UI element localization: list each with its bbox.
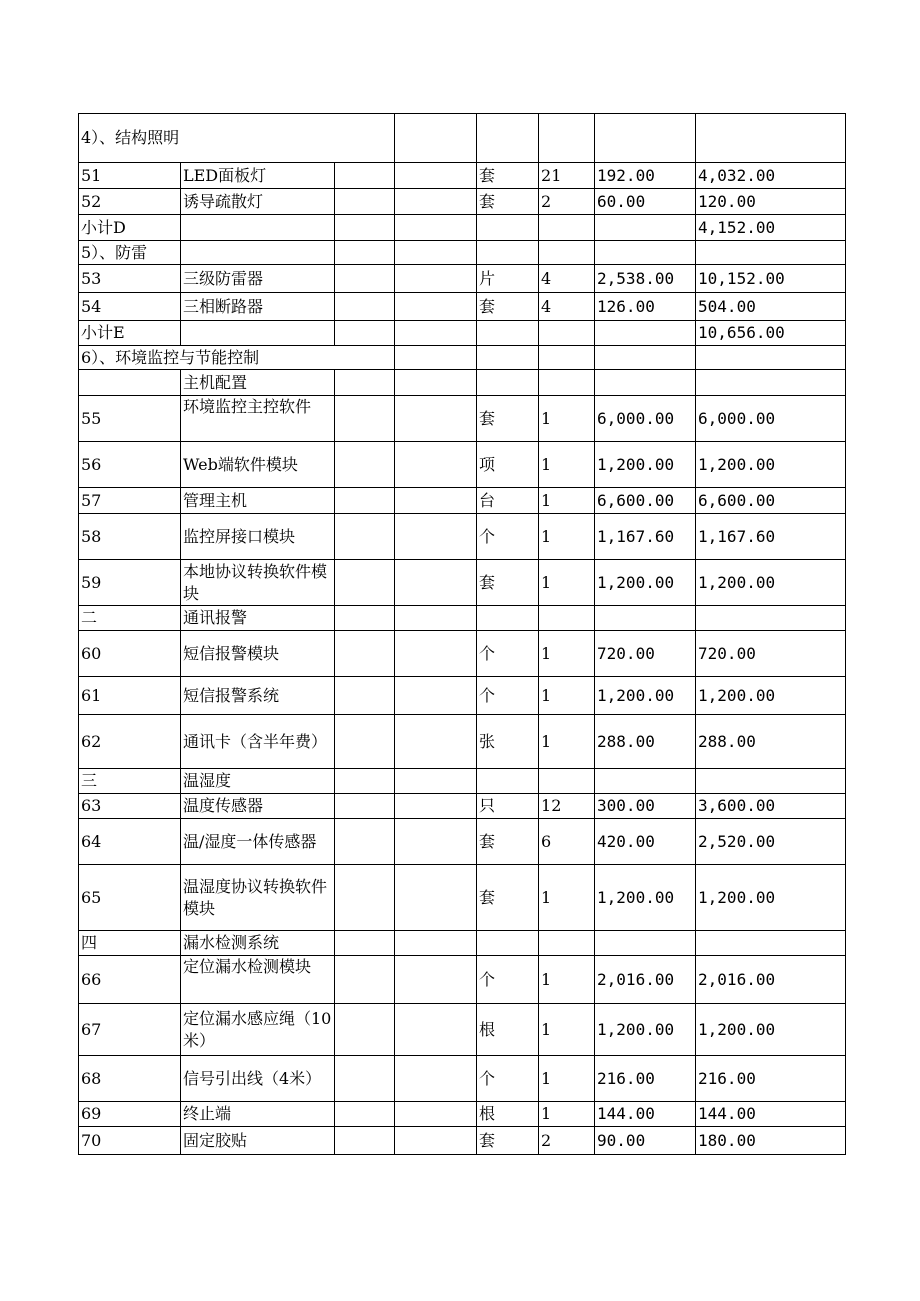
table-row — [79, 442, 846, 488]
item-unit-price: 1,200.00 — [595, 865, 696, 931]
item-quantity: 12 — [539, 794, 595, 819]
item-unit: 项 — [477, 442, 539, 488]
item-unit — [477, 321, 539, 346]
empty-cell — [395, 265, 477, 293]
item-name: 短信报警模块 — [181, 631, 335, 677]
empty-cell — [335, 1102, 395, 1127]
item-unit-price: 60.00 — [595, 189, 696, 215]
item-name: 终止端 — [181, 1102, 335, 1127]
table-row — [79, 396, 846, 442]
item-total: 180.00 — [696, 1127, 846, 1155]
item-total: 1,200.00 — [696, 442, 846, 488]
item-number: 53 — [79, 265, 181, 293]
item-unit: 个 — [477, 1056, 539, 1102]
item-total — [696, 769, 846, 794]
item-unit: 张 — [477, 715, 539, 769]
table-row — [79, 265, 846, 293]
item-name: 通讯报警 — [181, 606, 335, 631]
item-name: 固定胶贴 — [181, 1127, 335, 1155]
item-unit-price — [595, 321, 696, 346]
table-row — [79, 1102, 846, 1127]
item-quantity — [539, 215, 595, 241]
empty-cell — [335, 163, 395, 189]
item-unit-price: 126.00 — [595, 293, 696, 321]
empty-cell — [395, 956, 477, 1004]
item-unit: 套 — [477, 396, 539, 442]
item-number: 64 — [79, 819, 181, 865]
item-unit: 套 — [477, 1127, 539, 1155]
table-row — [79, 956, 846, 1004]
empty-cell — [335, 514, 395, 560]
empty-cell — [539, 241, 595, 265]
item-total: 216.00 — [696, 1056, 846, 1102]
item-name: 定位漏水感应绳（10米） — [181, 1004, 335, 1056]
item-unit-price: 2,016.00 — [595, 956, 696, 1004]
empty-cell — [395, 769, 477, 794]
item-name: 温/湿度一体传感器 — [181, 819, 335, 865]
empty-cell — [335, 189, 395, 215]
table-row — [79, 794, 846, 819]
item-unit: 套 — [477, 293, 539, 321]
table-row — [79, 931, 846, 956]
empty-cell — [335, 769, 395, 794]
empty-cell — [395, 396, 477, 442]
item-quantity: 1 — [539, 396, 595, 442]
empty-cell — [395, 819, 477, 865]
empty-cell — [395, 293, 477, 321]
item-quantity: 2 — [539, 189, 595, 215]
table-row — [79, 370, 846, 396]
item-unit: 个 — [477, 956, 539, 1004]
table-row — [79, 488, 846, 514]
item-quantity: 6 — [539, 819, 595, 865]
item-total: 6,600.00 — [696, 488, 846, 514]
empty-cell — [696, 114, 846, 163]
item-name: 定位漏水检测模块 — [181, 956, 335, 1004]
empty-cell — [395, 606, 477, 631]
empty-cell — [335, 865, 395, 931]
empty-cell — [477, 114, 539, 163]
empty-cell — [395, 215, 477, 241]
empty-cell — [395, 1102, 477, 1127]
item-number: 52 — [79, 189, 181, 215]
table-row — [79, 631, 846, 677]
item-total: 2,520.00 — [696, 819, 846, 865]
item-number: 二 — [79, 606, 181, 631]
item-total: 4,032.00 — [696, 163, 846, 189]
table-row — [79, 560, 846, 606]
item-unit: 台 — [477, 488, 539, 514]
empty-cell — [335, 241, 395, 265]
item-name: 诱导疏散灯 — [181, 189, 335, 215]
item-total: 2,016.00 — [696, 956, 846, 1004]
empty-cell — [477, 241, 539, 265]
item-unit-price — [595, 370, 696, 396]
item-unit-price: 216.00 — [595, 1056, 696, 1102]
empty-cell — [395, 715, 477, 769]
item-number: 67 — [79, 1004, 181, 1056]
empty-cell — [395, 189, 477, 215]
item-unit — [477, 215, 539, 241]
item-total: 10,656.00 — [696, 321, 846, 346]
item-quantity — [539, 931, 595, 956]
item-total: 1,200.00 — [696, 560, 846, 606]
empty-cell — [335, 321, 395, 346]
item-unit: 个 — [477, 631, 539, 677]
empty-cell — [395, 114, 477, 163]
item-unit: 根 — [477, 1102, 539, 1127]
empty-cell — [335, 1127, 395, 1155]
item-unit-price: 1,167.60 — [595, 514, 696, 560]
table-row — [79, 163, 846, 189]
item-number: 62 — [79, 715, 181, 769]
section-heading: 6）、环境监控与节能控制 — [79, 346, 395, 370]
empty-cell — [335, 1056, 395, 1102]
empty-cell — [395, 488, 477, 514]
item-unit-price: 1,200.00 — [595, 677, 696, 715]
item-unit: 个 — [477, 677, 539, 715]
item-total: 1,200.00 — [696, 677, 846, 715]
item-unit: 片 — [477, 265, 539, 293]
empty-cell — [395, 370, 477, 396]
empty-cell — [335, 794, 395, 819]
subtotal-label: 小计E — [79, 321, 181, 346]
item-total: 288.00 — [696, 715, 846, 769]
empty-cell — [335, 293, 395, 321]
empty-cell — [335, 370, 395, 396]
item-unit: 套 — [477, 865, 539, 931]
empty-cell — [335, 631, 395, 677]
item-name: 本地协议转换软件模块 — [181, 560, 335, 606]
empty-cell — [595, 114, 696, 163]
item-name: 温度传感器 — [181, 794, 335, 819]
item-unit — [477, 931, 539, 956]
item-name: 温湿度 — [181, 769, 335, 794]
empty-cell — [335, 606, 395, 631]
item-unit: 套 — [477, 560, 539, 606]
item-quantity: 1 — [539, 1004, 595, 1056]
item-unit — [477, 769, 539, 794]
empty-cell — [539, 114, 595, 163]
item-unit — [477, 606, 539, 631]
item-total: 1,200.00 — [696, 865, 846, 931]
item-name: 监控屏接口模块 — [181, 514, 335, 560]
item-quantity: 1 — [539, 631, 595, 677]
item-number: 69 — [79, 1102, 181, 1127]
empty-cell — [335, 956, 395, 1004]
item-number: 59 — [79, 560, 181, 606]
item-name: 主机配置 — [181, 370, 335, 396]
item-total — [696, 370, 846, 396]
empty-cell — [595, 241, 696, 265]
item-unit: 个 — [477, 514, 539, 560]
item-number: 四 — [79, 931, 181, 956]
item-number: 51 — [79, 163, 181, 189]
empty-cell — [696, 346, 846, 370]
item-name: 三相断路器 — [181, 293, 335, 321]
item-number: 65 — [79, 865, 181, 931]
item-name — [181, 215, 335, 241]
table-row — [79, 293, 846, 321]
item-total: 1,200.00 — [696, 1004, 846, 1056]
table-row — [79, 215, 846, 241]
empty-cell — [335, 819, 395, 865]
item-name: 环境监控主控软件 — [181, 396, 335, 442]
item-unit-price: 300.00 — [595, 794, 696, 819]
item-total: 720.00 — [696, 631, 846, 677]
item-name: Web端软件模块 — [181, 442, 335, 488]
item-quantity: 1 — [539, 488, 595, 514]
empty-cell — [181, 241, 335, 265]
empty-cell — [335, 560, 395, 606]
item-total: 6,000.00 — [696, 396, 846, 442]
item-quantity — [539, 370, 595, 396]
empty-cell — [395, 321, 477, 346]
empty-cell — [395, 865, 477, 931]
item-unit-price — [595, 769, 696, 794]
table-body — [79, 114, 846, 1155]
table-row — [79, 321, 846, 346]
table-row — [79, 1004, 846, 1056]
item-unit-price: 90.00 — [595, 1127, 696, 1155]
item-total: 3,600.00 — [696, 794, 846, 819]
item-total — [696, 931, 846, 956]
table-row — [79, 1056, 846, 1102]
item-number: 三 — [79, 769, 181, 794]
empty-cell — [335, 715, 395, 769]
item-unit-price — [595, 215, 696, 241]
item-number: 58 — [79, 514, 181, 560]
item-quantity: 1 — [539, 1102, 595, 1127]
item-unit-price: 6,600.00 — [595, 488, 696, 514]
empty-cell — [395, 631, 477, 677]
empty-cell — [395, 241, 477, 265]
item-name: 温湿度协议转换软件模块 — [181, 865, 335, 931]
empty-cell — [395, 794, 477, 819]
item-name: LED面板灯 — [181, 163, 335, 189]
item-quantity: 1 — [539, 514, 595, 560]
item-unit-price: 144.00 — [595, 1102, 696, 1127]
item-unit-price: 288.00 — [595, 715, 696, 769]
item-name — [181, 321, 335, 346]
table-row — [79, 715, 846, 769]
empty-cell — [335, 396, 395, 442]
empty-cell — [395, 346, 477, 370]
item-unit-price — [595, 606, 696, 631]
item-unit: 套 — [477, 163, 539, 189]
section-heading: 4）、结构照明 — [79, 114, 395, 163]
item-unit: 只 — [477, 794, 539, 819]
item-total: 10,152.00 — [696, 265, 846, 293]
item-total: 4,152.00 — [696, 215, 846, 241]
empty-cell — [335, 931, 395, 956]
item-total: 1,167.60 — [696, 514, 846, 560]
item-name: 信号引出线（4米） — [181, 1056, 335, 1102]
item-number: 70 — [79, 1127, 181, 1155]
empty-cell — [335, 215, 395, 241]
empty-cell — [335, 442, 395, 488]
item-quantity — [539, 606, 595, 631]
empty-cell — [395, 560, 477, 606]
empty-cell — [335, 677, 395, 715]
empty-cell — [395, 1004, 477, 1056]
item-quantity — [539, 769, 595, 794]
item-number: 56 — [79, 442, 181, 488]
item-quantity: 2 — [539, 1127, 595, 1155]
item-quantity: 1 — [539, 715, 595, 769]
empty-cell — [696, 241, 846, 265]
empty-cell — [539, 346, 595, 370]
empty-cell — [477, 346, 539, 370]
item-quantity: 1 — [539, 956, 595, 1004]
item-unit-price: 192.00 — [595, 163, 696, 189]
item-quantity: 4 — [539, 265, 595, 293]
item-name: 管理主机 — [181, 488, 335, 514]
item-number: 60 — [79, 631, 181, 677]
item-number: 55 — [79, 396, 181, 442]
empty-cell — [595, 346, 696, 370]
item-quantity: 1 — [539, 1056, 595, 1102]
empty-cell — [335, 488, 395, 514]
item-quantity: 21 — [539, 163, 595, 189]
item-unit: 套 — [477, 189, 539, 215]
item-number: 63 — [79, 794, 181, 819]
empty-cell — [335, 1004, 395, 1056]
empty-cell — [395, 442, 477, 488]
item-name: 三级防雷器 — [181, 265, 335, 293]
item-quantity — [539, 321, 595, 346]
item-number: 54 — [79, 293, 181, 321]
item-unit-price: 2,538.00 — [595, 265, 696, 293]
table-row — [79, 346, 846, 370]
empty-cell — [395, 677, 477, 715]
empty-cell — [395, 514, 477, 560]
item-quantity: 1 — [539, 560, 595, 606]
empty-cell — [395, 1127, 477, 1155]
empty-cell — [395, 931, 477, 956]
table-row — [79, 677, 846, 715]
item-total: 144.00 — [696, 1102, 846, 1127]
section-heading: 5）、防雷 — [79, 241, 181, 265]
empty-cell — [335, 265, 395, 293]
item-unit-price: 1,200.00 — [595, 442, 696, 488]
item-quantity: 1 — [539, 442, 595, 488]
table-row — [79, 819, 846, 865]
item-name: 通讯卡（含半年费） — [181, 715, 335, 769]
item-unit-price — [595, 931, 696, 956]
table-row — [79, 769, 846, 794]
item-quantity: 1 — [539, 677, 595, 715]
table-row — [79, 865, 846, 931]
item-number — [79, 370, 181, 396]
item-unit: 套 — [477, 819, 539, 865]
item-unit — [477, 370, 539, 396]
item-unit-price: 720.00 — [595, 631, 696, 677]
item-unit-price: 6,000.00 — [595, 396, 696, 442]
item-number: 68 — [79, 1056, 181, 1102]
table-row — [79, 606, 846, 631]
empty-cell — [395, 163, 477, 189]
item-quantity: 4 — [539, 293, 595, 321]
item-number: 66 — [79, 956, 181, 1004]
item-unit-price: 1,200.00 — [595, 560, 696, 606]
subtotal-label: 小计D — [79, 215, 181, 241]
item-name: 漏水检测系统 — [181, 931, 335, 956]
item-unit-price: 420.00 — [595, 819, 696, 865]
empty-cell — [395, 1056, 477, 1102]
item-unit: 根 — [477, 1004, 539, 1056]
table-row — [79, 1127, 846, 1155]
item-total: 120.00 — [696, 189, 846, 215]
table-row — [79, 189, 846, 215]
item-number: 61 — [79, 677, 181, 715]
table-row — [79, 241, 846, 265]
item-total — [696, 606, 846, 631]
table-row — [79, 514, 846, 560]
bill-of-quantities-table — [78, 113, 846, 1155]
item-number: 57 — [79, 488, 181, 514]
item-unit-price: 1,200.00 — [595, 1004, 696, 1056]
item-total: 504.00 — [696, 293, 846, 321]
item-quantity: 1 — [539, 865, 595, 931]
item-name: 短信报警系统 — [181, 677, 335, 715]
table-row — [79, 114, 846, 163]
